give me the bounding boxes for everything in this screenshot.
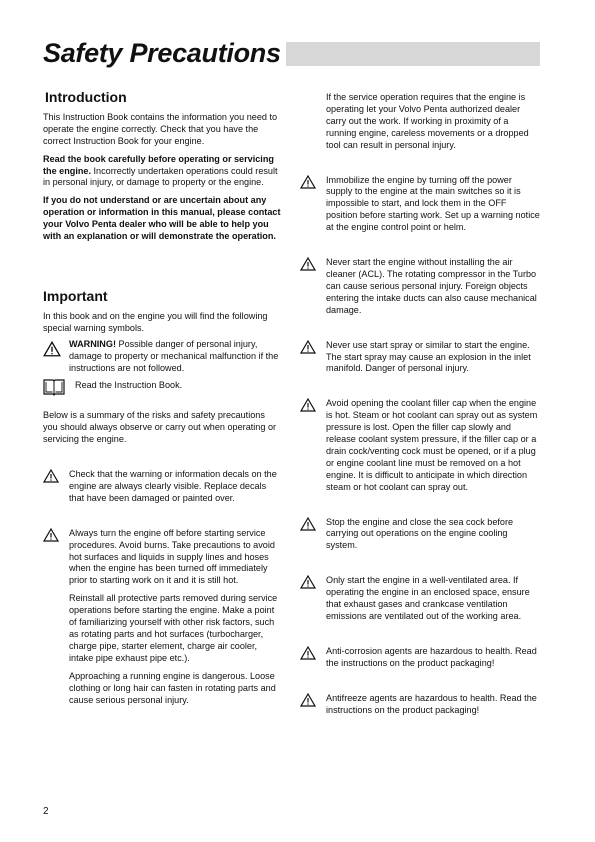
warning-description: Possible danger of personal injury, damage to property or mechanical malfunction if the instructions are not followed.	[69, 338, 279, 373]
important-heading: Important	[43, 287, 108, 304]
warning-air-cleaner-text: Never start the engine without installing the air cleaner (ACL). The rotating compressor in the Turbo can cause serious personal injury. Foreign objects entering the intake ducts can also cause mechanical damage.	[326, 257, 537, 315]
warning-start-spray-text: Never use start spray or similar to start the engine. The start spray may cause an explosion in the inlet manifold. Danger of personal injury.	[326, 339, 531, 374]
right-column	[300, 92, 540, 717]
introduction-heading: Introduction	[45, 89, 127, 105]
warning-triangle-icon	[43, 341, 61, 357]
warning-ventilation	[300, 575, 540, 623]
warning-triangle-icon	[300, 340, 316, 354]
warning-triangle-icon	[300, 575, 316, 589]
intro-paragraph-2-rest: Incorrectly undertaken operations could result in personal injury, or damage to property or the engine.	[43, 165, 278, 188]
important-intro: In this book and on the engine you will find the following special warning symbols.	[43, 310, 268, 333]
warning-anti-corrosion	[300, 646, 540, 670]
warning-triangle-icon	[300, 693, 316, 707]
warning-label: WARNING!	[69, 338, 116, 349]
warning-ventilation-text: Only start the engine in a well-ventilated area. If operating the engine in an enclosed space, ensure that exhaust gases and crankcase ventilation emissions are ventilated out of the working area.	[326, 575, 530, 621]
warning-triangle-icon	[300, 398, 316, 412]
warning-sea-cock	[300, 517, 540, 553]
intro-paragraph-2	[43, 154, 281, 190]
warning-decals	[43, 469, 281, 505]
left-column	[43, 89, 281, 706]
summary-paragraph: Below is a summary of the risks and safety precautions you should always observe or carry out when operating or servicing the engine.	[43, 410, 277, 445]
warning-engine-off	[43, 528, 281, 707]
intro-paragraph-3: If you do not understand or are uncertain about any operation or information in this manual, please contact your Volvo Penta dealer who will be able to help you with an explanation or will demonstrate the operation.	[43, 195, 281, 242]
warning-triangle-icon	[300, 257, 316, 271]
book-symbol-legend	[43, 380, 281, 392]
warning-triangle-icon	[43, 469, 59, 483]
warning-running-engine-text: Approaching a running engine is dangerous. Loose clothing or long hair can fasten in rotating parts and cause serious personal injury.	[69, 670, 276, 705]
warning-anti-corrosion-text: Anti-corrosion agents are hazardous to health. Read the instructions on the product packaging!	[326, 645, 537, 668]
warning-triangle-icon	[43, 528, 59, 542]
intro-paragraph-2-bold: Read the book carefully before operating or servicing the engine.	[43, 153, 274, 176]
warning-air-cleaner	[300, 257, 540, 317]
warning-start-spray	[300, 340, 540, 376]
warning-coolant-cap	[300, 398, 540, 493]
warning-symbol-legend	[43, 339, 281, 375]
warning-triangle-icon	[300, 517, 316, 531]
warning-sea-cock-text: Stop the engine and close the sea cock before carrying out operations on the engine cooling system.	[326, 516, 514, 551]
warning-coolant-cap-text: Avoid opening the coolant filler cap when the engine is hot. Steam or hot coolant can spray out as system pressure is lost. Open the filler cap slowly and release coolant system pressure, if the filler cap or a drain cock/venting cock must be opened, or if a plug or engine coolant line must be removed on a hot engine. It is difficult to anticipate in which direction steam or hot coolant can spray out.	[326, 398, 538, 492]
warning-immobilize	[300, 175, 540, 235]
page-number: 2	[43, 806, 49, 817]
warning-reinstall-text: Reinstall all protective parts removed during service operations before starting the engine. Make a point of familiarizing yourself with other risk factors, such as rotating parts and hot surfaces (turbocharger, charge pipe, starter element, charge air cooler, intake pipe exhaust pipe etc.).	[69, 593, 278, 663]
intro-paragraph-1: This Instruction Book contains the information you need to operate the engine correctly. Check that you have the correct Instruction Book for your engine.	[43, 111, 278, 146]
book-legend-text: Read the Instruction Book.	[75, 380, 183, 391]
warning-decals-text: Check that the warning or information decals on the engine are always clearly visible. Replace decals that have been damaged or painted over.	[69, 469, 277, 503]
warning-antifreeze-text: Antifreeze agents are hazardous to health. Read the instructions on the product packaging!	[326, 692, 537, 715]
book-icon	[43, 378, 65, 396]
warning-antifreeze	[300, 693, 540, 717]
warning-immobilize-text: Immobilize the engine by turning off the power supply to the engine at the main switches so it is impossible to start, and lock them in the OFF position before starting work. Set up a warning notice at the engine control point or helm.	[326, 174, 540, 233]
warning-triangle-icon	[300, 175, 316, 189]
page-title: Safety Precautions	[43, 38, 281, 68]
warning-engine-off-text: Always turn the engine off before starting service procedures. Avoid burns. Take precautions to avoid hot surfaces and liquids in supply lines and hoses when the engine has been turned off immediately prior to starting work on it and it is still hot.	[69, 527, 275, 586]
warning-legend-text	[69, 339, 281, 375]
warning-triangle-icon	[300, 646, 316, 660]
service-continuation-text: If the service operation requires that the engine is operating let your Volvo Penta authorized dealer carry out the work. If working in proximity of a running engine, careless movements or a dropped tool can result in personal injury.	[326, 92, 529, 150]
title-bar	[286, 42, 540, 66]
